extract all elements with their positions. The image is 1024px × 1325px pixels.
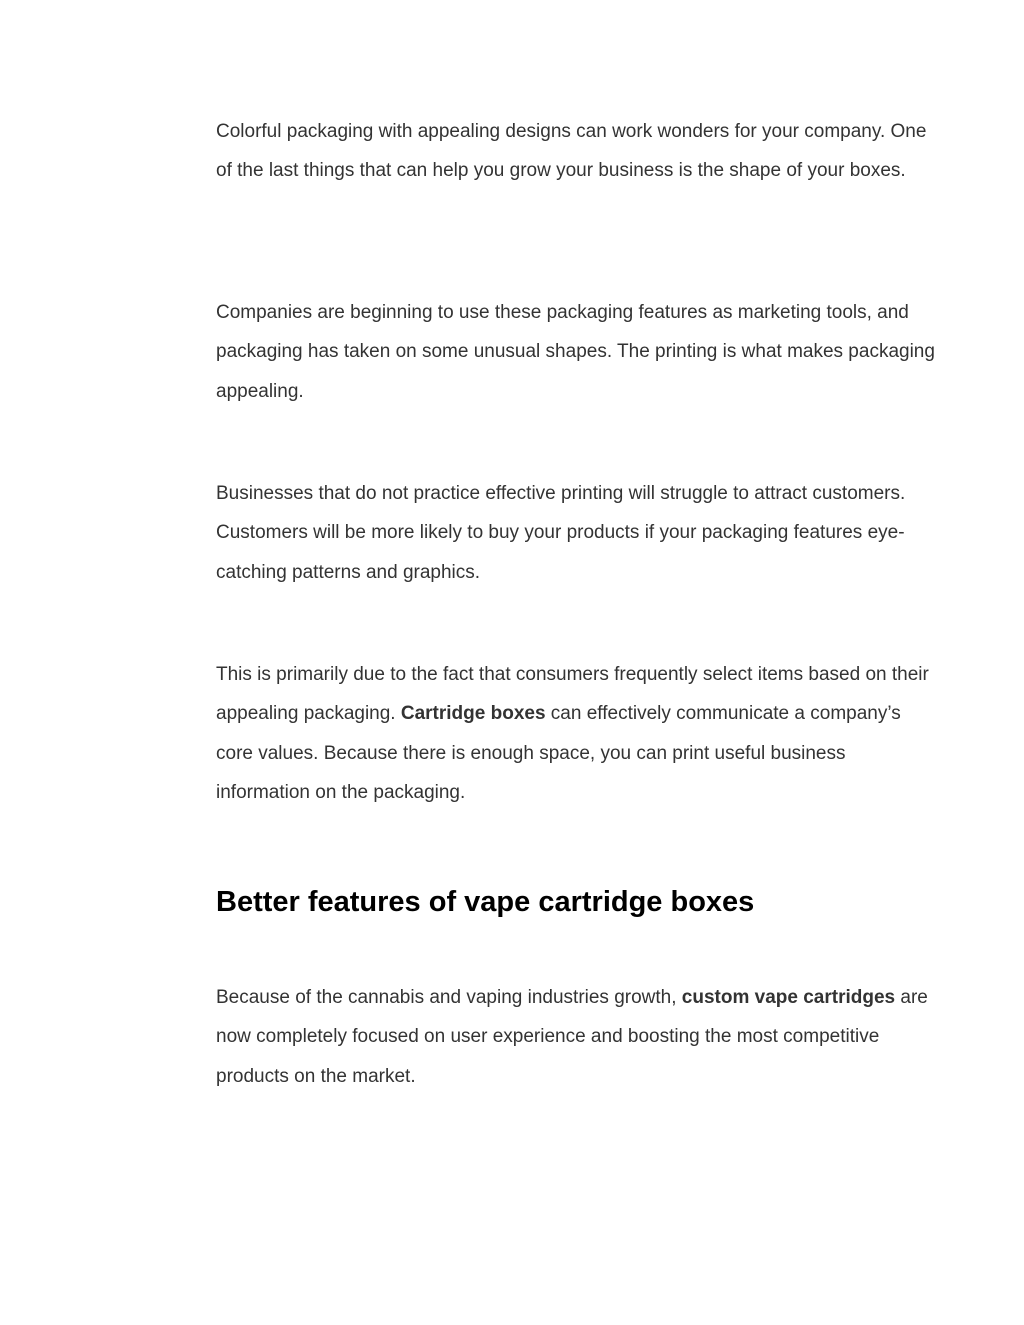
- paragraph-effective-printing: [216, 474, 936, 592]
- paragraph-text: Colorful packaging with appealing designs can work wonders for your company. One of the last things that can help you grow your business is the shape of your boxes.: [216, 121, 927, 182]
- paragraph-text-before: Because of the cannabis and vaping industries growth,: [216, 987, 682, 1008]
- paragraph-marketing-tools: [216, 293, 936, 411]
- paragraph-text-before: This is primarily due to the fact that consumers frequently select items based on their appealing packaging.: [216, 664, 929, 725]
- bold-link-cartridge-boxes: Cartridge boxes: [400, 703, 546, 725]
- bold-link-custom-vape-cartridges: custom vape cartridges: [681, 987, 896, 1008]
- paragraph-cartridge-boxes: [216, 655, 936, 812]
- paragraph-text-after: can effectively communicate a company’s core values. Because there is enough space, you can print useful business information on the packaging.: [216, 703, 901, 803]
- paragraph-text: Businesses that do not practice effective printing will struggle to attract customers. Customers will be more likely to buy your products if your packaging features eye-catching patterns and graphics.: [216, 483, 906, 583]
- paragraph-text: Companies are beginning to use these packaging features as marketing tools, and packaging has taken on some unusual shapes. The printing is what makes packaging appealing.: [216, 302, 935, 402]
- section-heading: Better features of vape cartridge boxes: [216, 886, 755, 918]
- paragraph-text-after: are now completely focused on user experience and boosting the most competitive products on the market.: [216, 987, 928, 1087]
- paragraph-custom-vape-cartridges: [216, 978, 936, 1096]
- paragraph-colorful-packaging: [216, 112, 936, 191]
